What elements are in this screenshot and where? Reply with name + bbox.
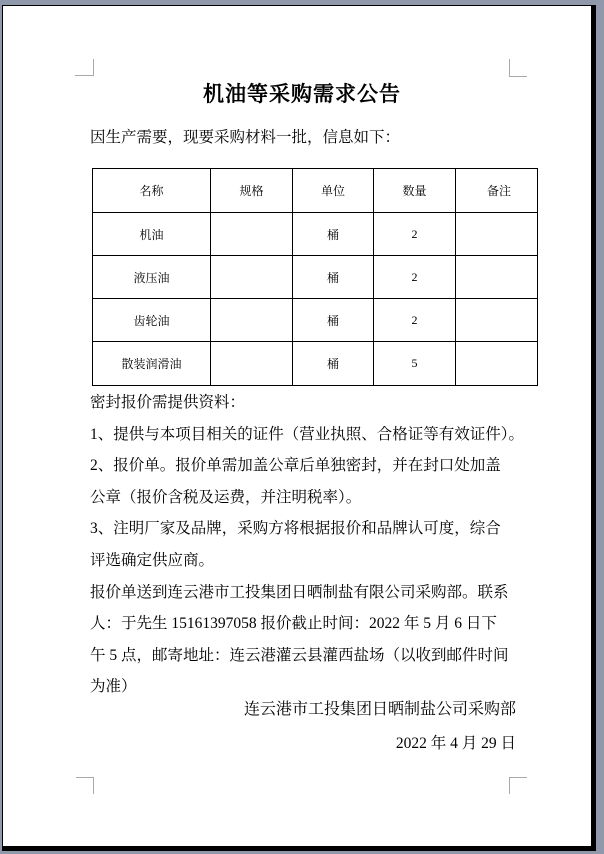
body-line: 为准） — [90, 678, 137, 696]
body-line: 人：于先生 15161397058 报价截止时间：2022 年 5 月 6 日下 — [90, 615, 497, 633]
margin-mark-top-right — [509, 59, 510, 77]
body-line: 公章（报价含税及运费，并注明税率）。 — [90, 488, 362, 506]
cell-name: 液压油 — [93, 256, 211, 299]
margin-mark-top-left — [75, 75, 93, 76]
cell-spec — [211, 213, 293, 256]
body-line: 午 5 点，邮寄地址：连云港灌云县灌西盐场（以收到邮件时间 — [90, 646, 509, 664]
cell-qty: 2 — [374, 256, 456, 299]
cell-name: 散装润滑油 — [93, 342, 211, 386]
col-header-unit: 单位 — [293, 169, 374, 213]
cell-unit: 桶 — [293, 256, 374, 299]
cell-spec — [211, 256, 293, 299]
margin-mark-bottom-right — [509, 777, 510, 794]
body-line: 评选确定供应商。 — [90, 551, 215, 569]
intro-paragraph: 因生产需要，现要采购材料一批，信息如下： — [90, 129, 401, 146]
cell-note — [456, 213, 538, 256]
cell-name: 齿轮油 — [93, 299, 211, 342]
body-line: 2、报价单。报价单需加盖公章后单独密封，并在封口处加盖 — [90, 457, 501, 475]
col-header-qty: 数量 — [374, 169, 456, 213]
signature-company: 连云港市工投集团日晒制盐公司采购部 — [243, 701, 516, 718]
cell-qty: 2 — [374, 299, 456, 342]
cell-spec — [211, 342, 293, 386]
col-header-note: 备注 — [456, 169, 538, 213]
cell-note — [456, 299, 538, 342]
margin-mark-bottom-left — [93, 777, 94, 794]
body-line: 3、注明厂家及品牌，采购方将根据报价和品牌认可度，综合 — [90, 520, 501, 538]
document-title: 机油等采购需求公告 — [203, 83, 401, 106]
body-line: 密封报价需提供资料： — [90, 394, 246, 411]
body-text — [90, 387, 525, 703]
cell-qty: 5 — [374, 342, 456, 386]
cell-spec — [211, 299, 293, 342]
signature-date: 2022 年 4 月 29 日 — [395, 735, 516, 752]
cell-note — [456, 256, 538, 299]
margin-mark-top-left — [93, 59, 94, 76]
table-row — [93, 256, 538, 299]
procurement-table — [92, 168, 538, 386]
margin-mark-bottom-right — [509, 777, 527, 778]
margin-mark-bottom-left — [76, 777, 94, 778]
col-header-spec: 规格 — [211, 169, 293, 213]
table-header-row — [93, 169, 538, 213]
cell-unit: 桶 — [293, 213, 374, 256]
document-page — [2, 5, 596, 851]
margin-mark-top-right — [509, 76, 527, 77]
table-row — [93, 213, 538, 256]
cell-unit: 桶 — [293, 342, 374, 386]
table-row — [93, 342, 538, 386]
table-row — [93, 299, 538, 342]
body-line: 报价单送到连云港市工投集团日晒制盐有限公司采购部。联系 — [90, 583, 509, 601]
cell-unit: 桶 — [293, 299, 374, 342]
col-header-name: 名称 — [93, 169, 211, 213]
cell-qty: 2 — [374, 213, 456, 256]
cell-note — [456, 342, 538, 386]
body-line: 1、提供与本项目相关的证件（营业执照、合格证等有效证件）。 — [90, 425, 525, 443]
cell-name: 机油 — [93, 213, 211, 256]
